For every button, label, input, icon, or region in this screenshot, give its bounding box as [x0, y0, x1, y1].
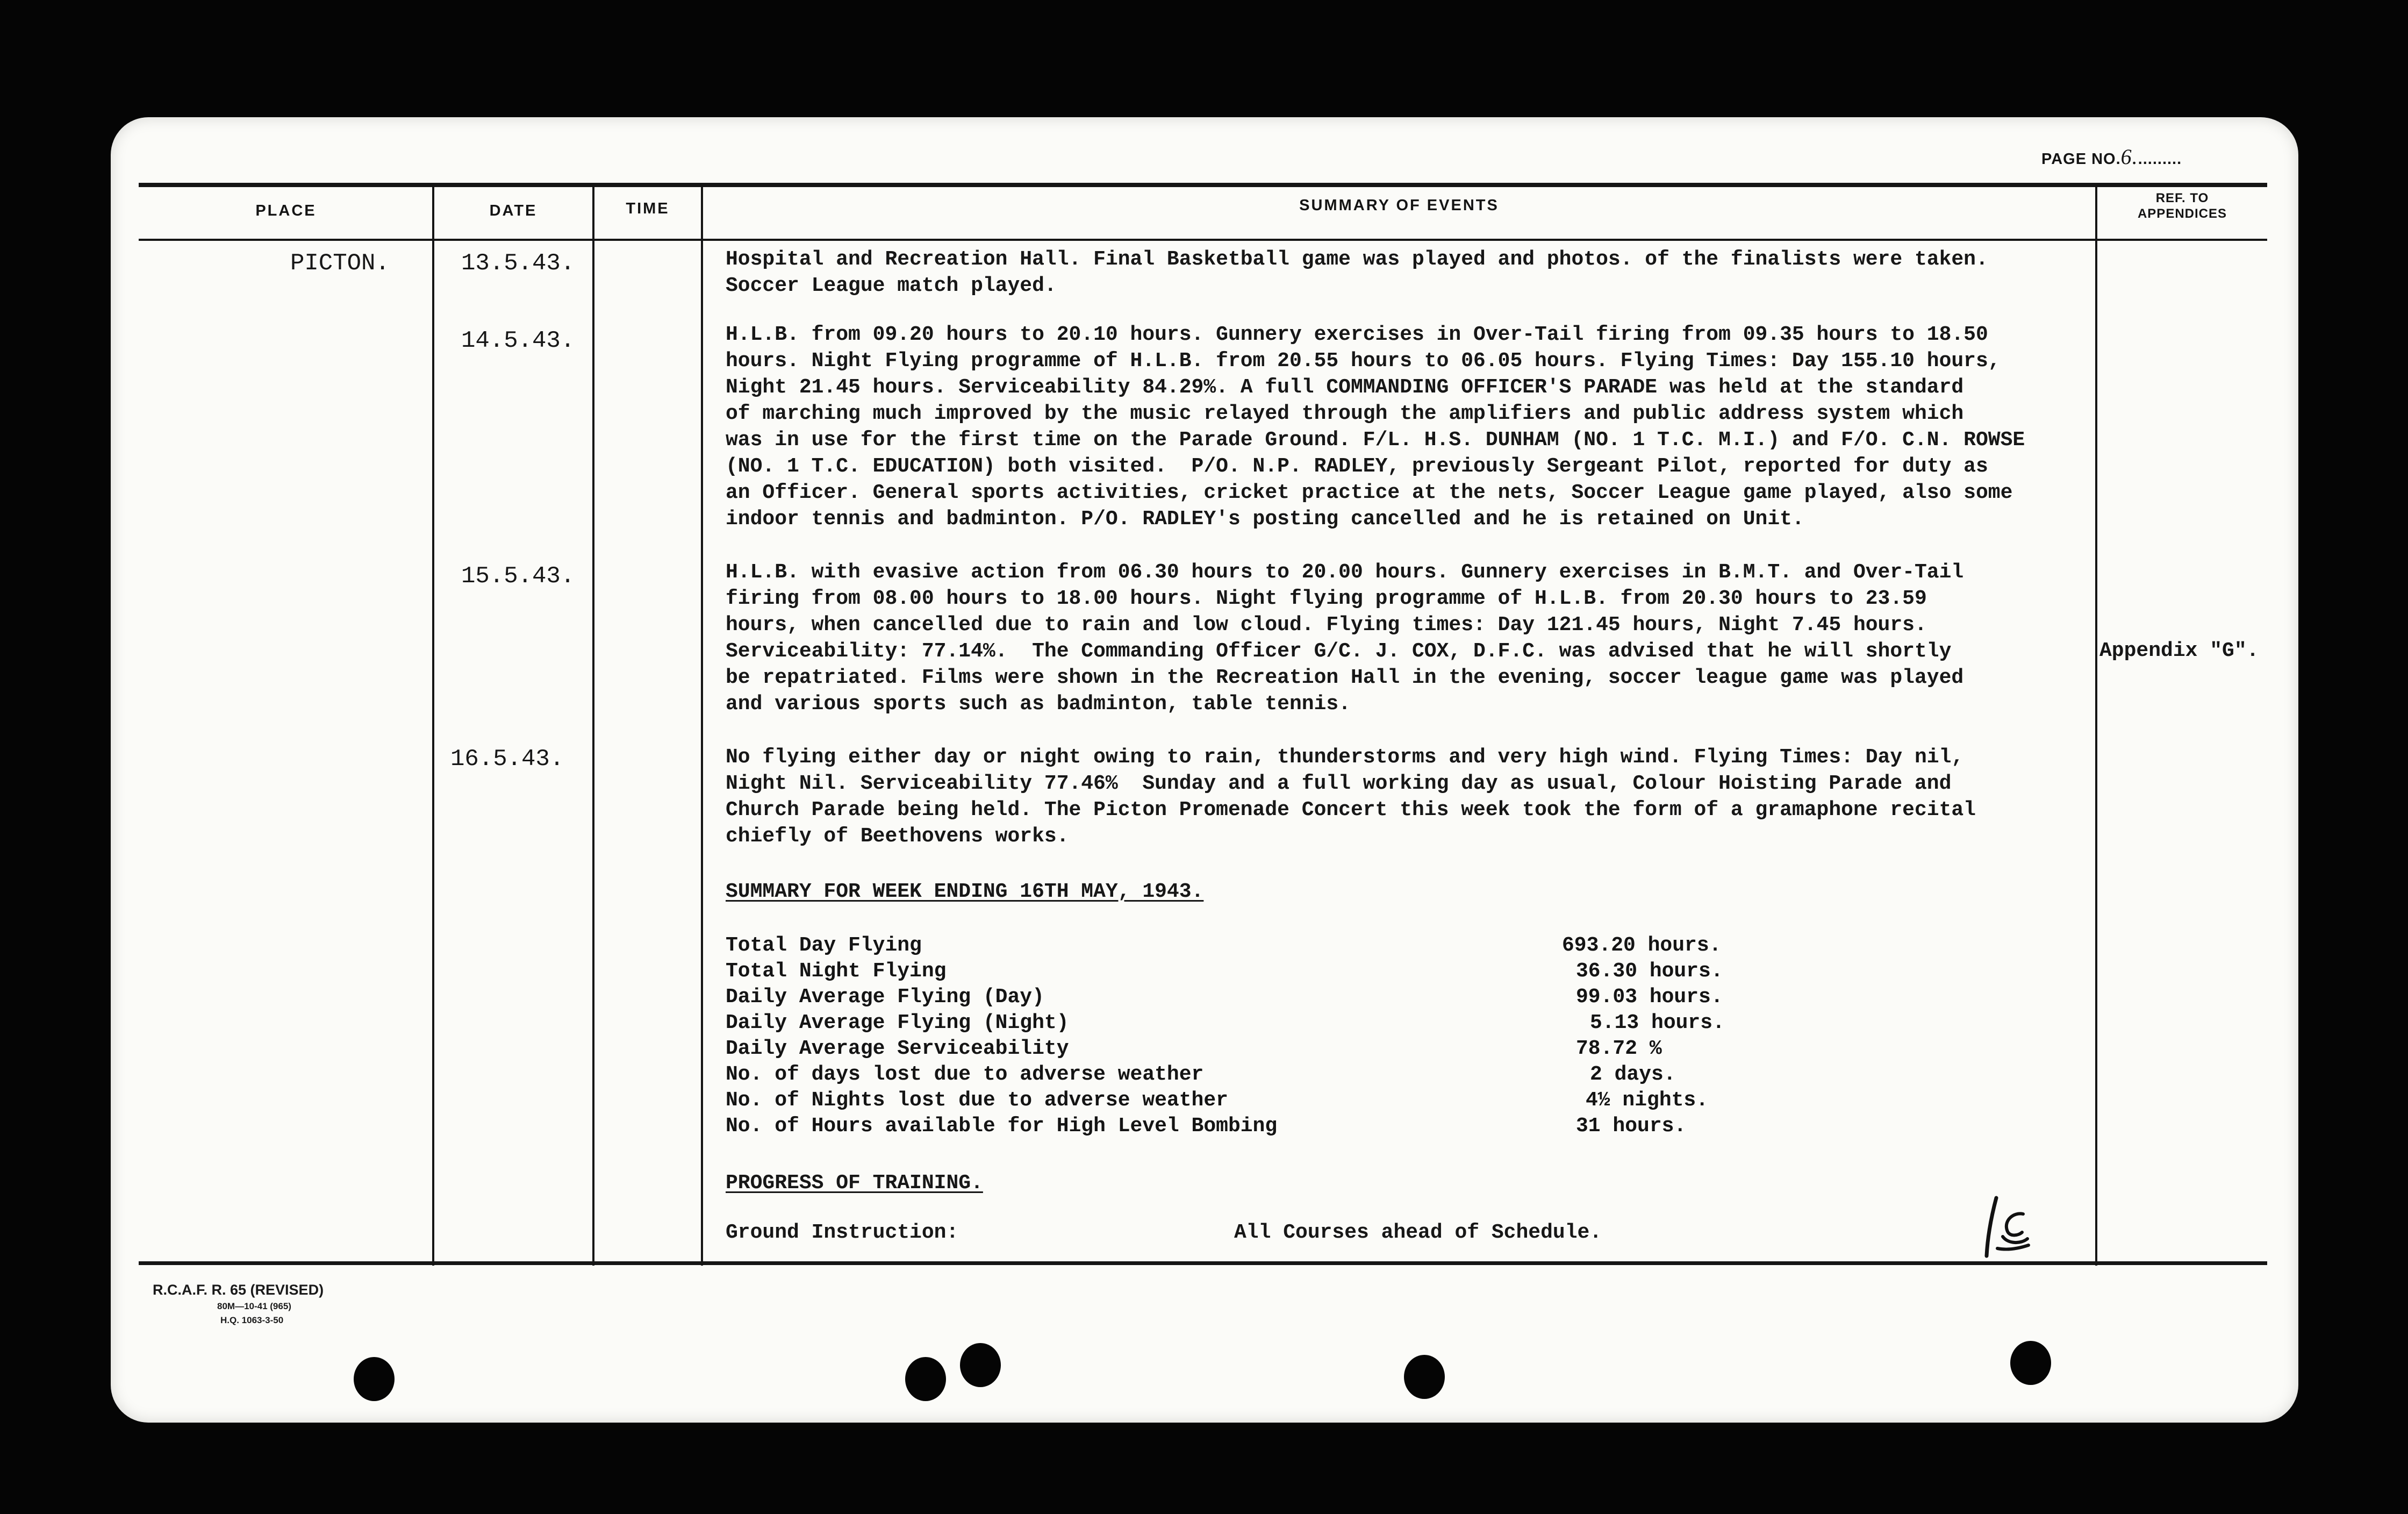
summary-value: 31 hours. [1576, 1115, 1687, 1138]
header-bottom-rule [139, 239, 2267, 241]
form-number: R.C.A.F. R. 65 (REVISED) [153, 1282, 324, 1298]
page-number-dots: ......... [2138, 151, 2182, 168]
event-line: hours, when cancelled due to rain and low cloud. Flying times: Day 121.45 hours, Night 7.45 hours. [726, 613, 1927, 637]
summary-value: 5.13 hours. [1590, 1011, 1725, 1034]
weekly-summary-heading: SUMMARY FOR WEEK ENDING 16TH MAY, 1943. [726, 880, 1204, 903]
column-divider-place [432, 186, 434, 1266]
appendix-reference: Appendix "G". [2099, 639, 2259, 662]
header-top-rule [139, 183, 2267, 187]
summary-label: Total Day Flying [726, 934, 922, 957]
column-header-date: DATE [489, 202, 538, 219]
summary-value: 99.03 hours. [1576, 985, 1723, 1009]
training-label: Ground Instruction: [726, 1221, 959, 1244]
form-print-code: 80M—10-41 (965) [217, 1301, 291, 1311]
event-line: (NO. 1 T.C. EDUCATION) both visited. P/O. N.P. RADLEY, previously Sergeant Pilot, reported for duty as [726, 455, 1988, 478]
page-number-label: PAGE NO. [2041, 151, 2121, 168]
summary-value: 4½ nights. [1586, 1089, 1709, 1112]
event-line: of marching much improved by the music relayed through the amplifiers and public address system which [726, 402, 1964, 425]
summary-value: 693.20 hours. [1562, 934, 1722, 957]
event-line: was in use for the first time on the Parade Ground. F/L. H.S. DUNHAM (NO. 1 T.C. M.I.) and F/O. C.N. ROWSE [726, 429, 2025, 452]
column-header-ref-line1: REF. TO [2155, 191, 2209, 205]
summary-label: No. of Nights lost due to adverse weather [726, 1089, 1228, 1112]
training-value: All Courses ahead of Schedule. [1234, 1221, 1602, 1244]
event-line: indoor tennis and badminton. P/O. RADLEY's posting cancelled and he is retained on Unit. [726, 508, 1804, 531]
event-line: H.L.B. with evasive action from 06.30 hours to 20.00 hours. Gunnery exercises in B.M.T. and Over-Tail [726, 561, 1964, 584]
form-hq-code: H.Q. 1063-3-50 [220, 1315, 284, 1325]
event-line: hours. Night Flying programme of H.L.B. from 20.55 hours to 06.05 hours. Flying Times: Day 155.10 hours, [726, 349, 2001, 373]
column-header-place: PLACE [255, 202, 317, 219]
event-line: Hospital and Recreation Hall. Final Basketball game was played and photos. of the finalists were taken. [726, 248, 1988, 271]
summary-value: 2 days. [1590, 1063, 1676, 1086]
event-line: and various sports such as badminton, table tennis. [726, 692, 1351, 716]
punch-hole [905, 1357, 946, 1401]
column-header-time: TIME [626, 200, 670, 217]
summary-label: Daily Average Flying (Day) [726, 985, 1044, 1009]
training-heading: PROGRESS OF TRAINING. [726, 1172, 983, 1195]
punch-hole [354, 1357, 395, 1401]
event-line: Night Nil. Serviceability 77.46% Sunday and a full working day as usual, Colour Hoisting Parade and [726, 772, 1952, 795]
page-number-value: 6. [2120, 145, 2138, 169]
summary-label: Total Night Flying [726, 960, 947, 983]
column-divider-summary [2095, 186, 2097, 1266]
column-header-summary: SUMMARY OF EVENTS [1299, 197, 1499, 214]
summary-label: Daily Average Flying (Night) [726, 1011, 1069, 1034]
place-cell: PICTON. [290, 250, 390, 277]
summary-value: 78.72 % [1576, 1037, 1662, 1060]
event-line: Church Parade being held. The Picton Promenade Concert this week took the form of a gramaphone recital [726, 798, 1976, 822]
page-number [2041, 144, 2182, 169]
event-line: firing from 08.00 hours to 18.00 hours. Night flying programme of H.L.B. from 20.30 hours to 23.59 [726, 587, 1927, 610]
summary-label: No. of days lost due to adverse weather [726, 1063, 1204, 1086]
entry-date: 16.5.43. [450, 746, 564, 773]
table-bottom-rule [139, 1261, 2267, 1265]
summary-label: No. of Hours available for High Level Bombing [726, 1115, 1278, 1138]
event-line: H.L.B. from 09.20 hours to 20.10 hours. Gunnery exercises in Over-Tail firing from 09.35 hours to 18.50 [726, 323, 1988, 346]
column-header-ref-line2: APPENDICES [2137, 206, 2227, 221]
event-line: Night 21.45 hours. Serviceability 84.29%. A full COMMANDING OFFICER'S PARADE was held at the standard [726, 376, 1964, 399]
entry-date: 15.5.43. [461, 563, 575, 590]
entry-date: 14.5.43. [461, 327, 575, 354]
column-header-ref [2097, 190, 2267, 222]
event-line: chiefly of Beethovens works. [726, 825, 1069, 848]
handwritten-initials [1976, 1192, 2035, 1262]
event-line: Soccer League match played. [726, 274, 1057, 297]
event-line: be repatriated. Films were shown in the Recreation Hall in the evening, soccer league game was played [726, 666, 1964, 689]
event-line: an Officer. General sports activities, cricket practice at the nets, Soccer League game played, also some [726, 481, 2013, 504]
column-divider-time [701, 186, 703, 1266]
column-divider-date [592, 186, 594, 1266]
punch-hole [2010, 1341, 2051, 1385]
event-line: Serviceability: 77.14%. The Commanding Officer G/C. J. COX, D.F.C. was advised that he will shortly [726, 640, 1952, 663]
event-line: No flying either day or night owing to rain, thunderstorms and very high wind. Flying Times: Day nil, [726, 746, 1964, 769]
punch-hole [960, 1343, 1001, 1387]
entry-date: 13.5.43. [461, 250, 575, 277]
summary-label: Daily Average Serviceability [726, 1037, 1069, 1060]
punch-hole [1404, 1355, 1445, 1399]
summary-value: 36.30 hours. [1576, 960, 1723, 983]
